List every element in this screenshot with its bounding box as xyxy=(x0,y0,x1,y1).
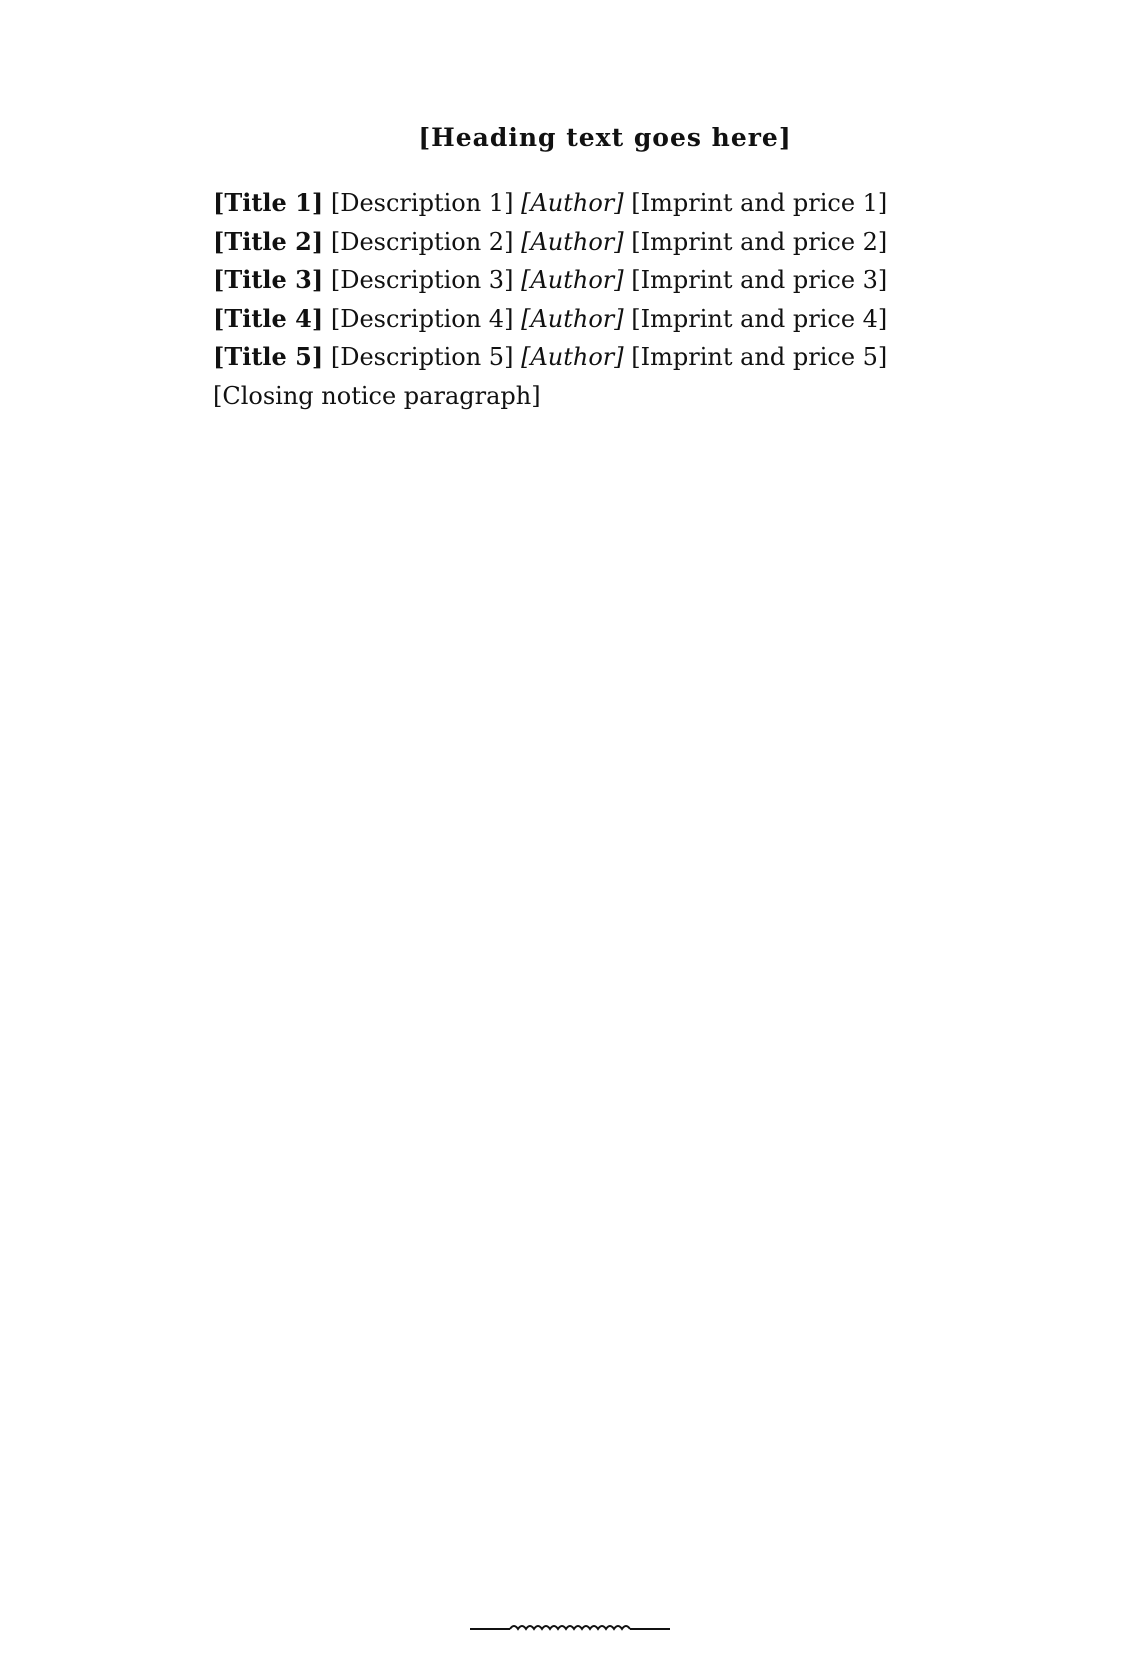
page-title: [Heading text goes here] xyxy=(418,123,792,152)
entry-author: [Author] xyxy=(521,304,624,333)
entry-author: [Author] xyxy=(521,343,624,371)
entry-author: [Author] xyxy=(521,189,624,217)
decorative-rule xyxy=(470,1620,670,1634)
entry-description: [Description 1] xyxy=(330,189,514,217)
entry-imprint: [Imprint and price 2] xyxy=(631,227,888,256)
entry-title: [Title 2] xyxy=(213,226,324,256)
wavy-rule-icon xyxy=(470,1621,670,1635)
entry-title: [Title 1] xyxy=(213,188,324,217)
entry-description: [Description 3] xyxy=(330,266,514,294)
entry-description: [Description 2] xyxy=(330,227,514,256)
entry-description: [Description 4] xyxy=(330,304,514,333)
entry-author: [Author] xyxy=(521,266,624,294)
entry-imprint: [Imprint and price 3] xyxy=(631,266,888,294)
catalogue-entry xyxy=(165,223,1045,262)
catalogue-entry xyxy=(165,184,1045,223)
entry-imprint: [Imprint and price 5] xyxy=(631,343,888,371)
entry-author: [Author] xyxy=(521,227,624,256)
closing-notice: [Closing notice paragraph] xyxy=(213,381,541,410)
entry-imprint: [Imprint and price 4] xyxy=(631,304,888,333)
catalogue-entry xyxy=(165,261,1045,300)
entry-title: [Title 4] xyxy=(213,303,324,333)
catalogue-page xyxy=(165,118,1045,415)
entry-title: [Title 5] xyxy=(213,342,324,371)
entry-description: [Description 5] xyxy=(330,343,514,371)
entry-title: [Title 3] xyxy=(213,265,324,294)
catalogue-entry xyxy=(165,300,1045,339)
catalogue-entry xyxy=(165,338,1045,377)
entry-imprint: [Imprint and price 1] xyxy=(631,189,888,217)
